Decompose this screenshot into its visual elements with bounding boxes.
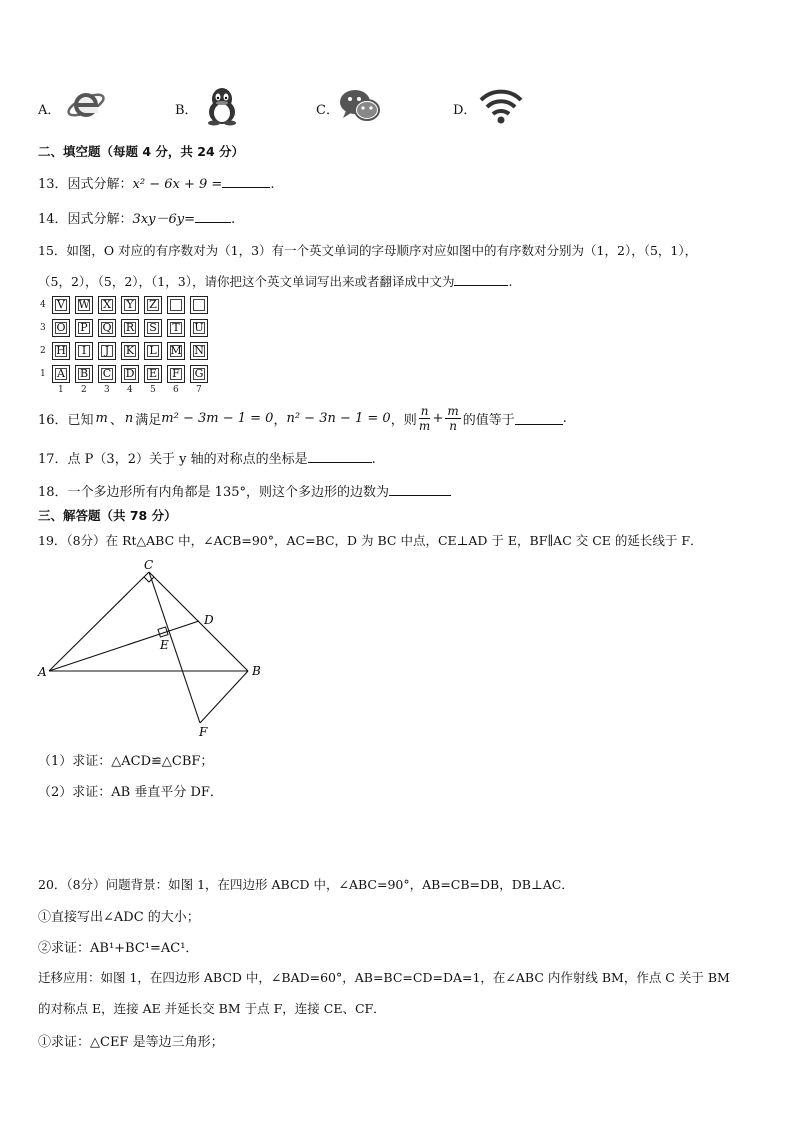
segment-ad: [49, 621, 199, 671]
option-c-label: C．: [316, 103, 339, 118]
grid-column-label: 4: [127, 385, 133, 395]
q17-text: 17．点 P（3，2）关于 y 轴的对称点的坐标是: [38, 452, 308, 467]
qq-penguin-icon: [200, 86, 244, 130]
grid-row-label: 3: [40, 323, 46, 333]
label-d: D: [204, 613, 214, 627]
question-18: [38, 481, 451, 500]
q14-prefix: 14．因式分解：: [38, 212, 133, 227]
question-17: [38, 448, 376, 467]
q15-line-1: 15．如图，O 对应的有序数对为（1，3）有一个英文单词的字母顺序对应如图中的有序数对分别为（1，2），（5，1），: [38, 243, 698, 258]
q16-frac1-numerator: n: [420, 404, 429, 418]
grid-cell: D: [121, 365, 139, 383]
q16-frac1-denominator: m: [418, 419, 431, 433]
q18-text: 18．一个多边形所有内角都是 135°，则这个多边形的边数为: [38, 485, 389, 500]
grid-cell: A: [52, 365, 70, 383]
q19-part-1: （1）求证：△ACD≌△CBF；: [38, 754, 214, 769]
section-3-heading: 三、解答题（共 78 分）: [38, 508, 177, 523]
q13-prefix: 13．因式分解：: [38, 177, 133, 192]
q16-mid: 满足: [135, 413, 162, 428]
q16-fraction-m-over-n: [445, 404, 460, 433]
q16-comma: ，: [273, 413, 287, 428]
question-16: [38, 404, 567, 433]
question-14: [38, 208, 235, 227]
option-b-label: B．: [175, 103, 198, 118]
option-a-label: A．: [38, 103, 61, 118]
grid-row-label: 1: [40, 369, 46, 379]
grid-cell: N: [190, 342, 208, 360]
q20-transfer-line-1: 迁移应用：如图 1，在四边形 ABCD 中，∠BAD=60°，AB=BC=CD=DA=1，在∠ABC 内作射线 BM，作点 C 关于 BM: [38, 970, 730, 985]
grid-cell: T: [167, 319, 185, 337]
q13-expression: x² − 6x + 9 =: [132, 177, 223, 192]
q15-answer-blank[interactable]: [454, 273, 508, 286]
grid-cell: O: [52, 319, 70, 337]
grid-cell: W: [75, 296, 93, 314]
label-f: F: [199, 725, 208, 739]
grid-cell: C: [98, 365, 116, 383]
q15-end: .: [508, 274, 513, 289]
q14-expression: 3xy－6y=: [132, 212, 196, 227]
grid-cell: R: [121, 319, 139, 337]
grid-row-label: 2: [40, 346, 46, 356]
grid-cell: [167, 296, 185, 314]
grid-cell: B: [75, 365, 93, 383]
label-a: A: [38, 665, 47, 679]
q16-separator: 、: [109, 413, 123, 428]
grid-column-label: 3: [104, 385, 110, 395]
grid-row-label: 4: [40, 300, 46, 310]
grid-cell: [190, 296, 208, 314]
wifi-icon: [478, 86, 524, 130]
q14-answer-blank[interactable]: [195, 210, 231, 223]
grid-cell: L: [144, 342, 162, 360]
grid-cell: S: [144, 319, 162, 337]
grid-cell: Z: [144, 296, 162, 314]
q13-answer-blank[interactable]: [222, 175, 270, 188]
grid-cell: Q: [98, 319, 116, 337]
q19-stem: 19．（8分）在 Rt△ABC 中，∠ACB=90°，AC=BC，D 为 BC 中点，CE⊥AD 于 E，BF∥AC 交 CE 的延长线于 F．: [38, 533, 703, 548]
segment-cf: [149, 572, 200, 723]
q16-prefix: 16．已知: [38, 413, 94, 428]
q13-end: .: [270, 177, 275, 192]
grid-cell: I: [75, 342, 93, 360]
wechat-icon: [338, 86, 382, 130]
grid-cell: V: [52, 296, 70, 314]
grid-cell: E: [144, 365, 162, 383]
grid-cell: M: [167, 342, 185, 360]
section-2-heading: 二、填空题（每题 4 分，共 24 分）: [38, 144, 245, 159]
q20-item-1: ①直接写出∠ADC 的大小；: [38, 910, 200, 925]
label-b: B: [252, 664, 261, 678]
q17-end: .: [371, 452, 376, 467]
q16-answer-blank[interactable]: [515, 412, 563, 425]
grid-column-label: 1: [58, 385, 64, 395]
q20-stem: 20．（8分）问题背景：如图 1，在四边形 ABCD 中，∠ABC=90°，AB=CB=DB，DB⊥AC．: [38, 877, 574, 892]
q16-fraction-n-over-m: [419, 404, 431, 433]
q16-equation-2: n² − 3n − 1 = 0: [286, 411, 391, 426]
grid-cell: X: [98, 296, 116, 314]
grid-cell: U: [190, 319, 208, 337]
q15-line-2: （5，2），（5，2），（1，3），请你把这个英文单词写出来或者翻译成中文为: [38, 274, 455, 289]
q16-suffix: 的值等于: [462, 413, 515, 428]
grid-column-label: 6: [173, 385, 179, 395]
letter-coordinate-grid: [40, 296, 230, 400]
grid-cell: G: [190, 365, 208, 383]
grid-cell: F: [167, 365, 185, 383]
question-13: [38, 173, 274, 192]
q19-part-2: （2）求证：AB 垂直平分 DF．: [38, 785, 223, 800]
q17-answer-blank[interactable]: [308, 450, 372, 463]
q16-frac2-numerator: m: [447, 404, 459, 418]
grid-cell: J: [98, 342, 116, 360]
q20-item-3: ①求证：△CEF 是等边三角形；: [38, 1035, 224, 1050]
q16-equation-1: m² − 3m − 1 = 0: [161, 411, 274, 426]
q16-then: ，则: [390, 413, 417, 428]
q16-frac2-denominator: n: [449, 419, 457, 433]
option-d-label: D．: [453, 103, 477, 118]
question-15-line-2: [38, 272, 512, 290]
q20-transfer-line-2: 的对称点 E，连接 AE 并延长交 BM 于点 F，连接 CE、CF．: [38, 1001, 386, 1016]
q16-plus: +: [432, 411, 444, 426]
segment-bf: [200, 671, 248, 723]
q18-answer-blank[interactable]: [389, 483, 451, 496]
grid-cell: H: [52, 342, 70, 360]
segment-ac: [49, 572, 149, 671]
q16-end: .: [562, 411, 567, 426]
grid-column-label: 7: [196, 385, 202, 395]
ie-browser-icon: [66, 86, 106, 128]
label-c: C: [144, 558, 154, 572]
grid-cell: P: [75, 319, 93, 337]
q16-var-m: m: [95, 411, 108, 426]
label-e: E: [160, 638, 169, 652]
q20-item-2: ②求证：AB¹+BC¹=AC¹．: [38, 941, 199, 956]
q16-var-n: n: [124, 411, 134, 426]
grid-column-label: 2: [81, 385, 87, 395]
grid-cell: Y: [121, 296, 139, 314]
grid-column-label: 5: [150, 385, 156, 395]
grid-cell: K: [121, 342, 139, 360]
q14-end: .: [231, 212, 236, 227]
q19-triangle-figure: [34, 556, 274, 744]
